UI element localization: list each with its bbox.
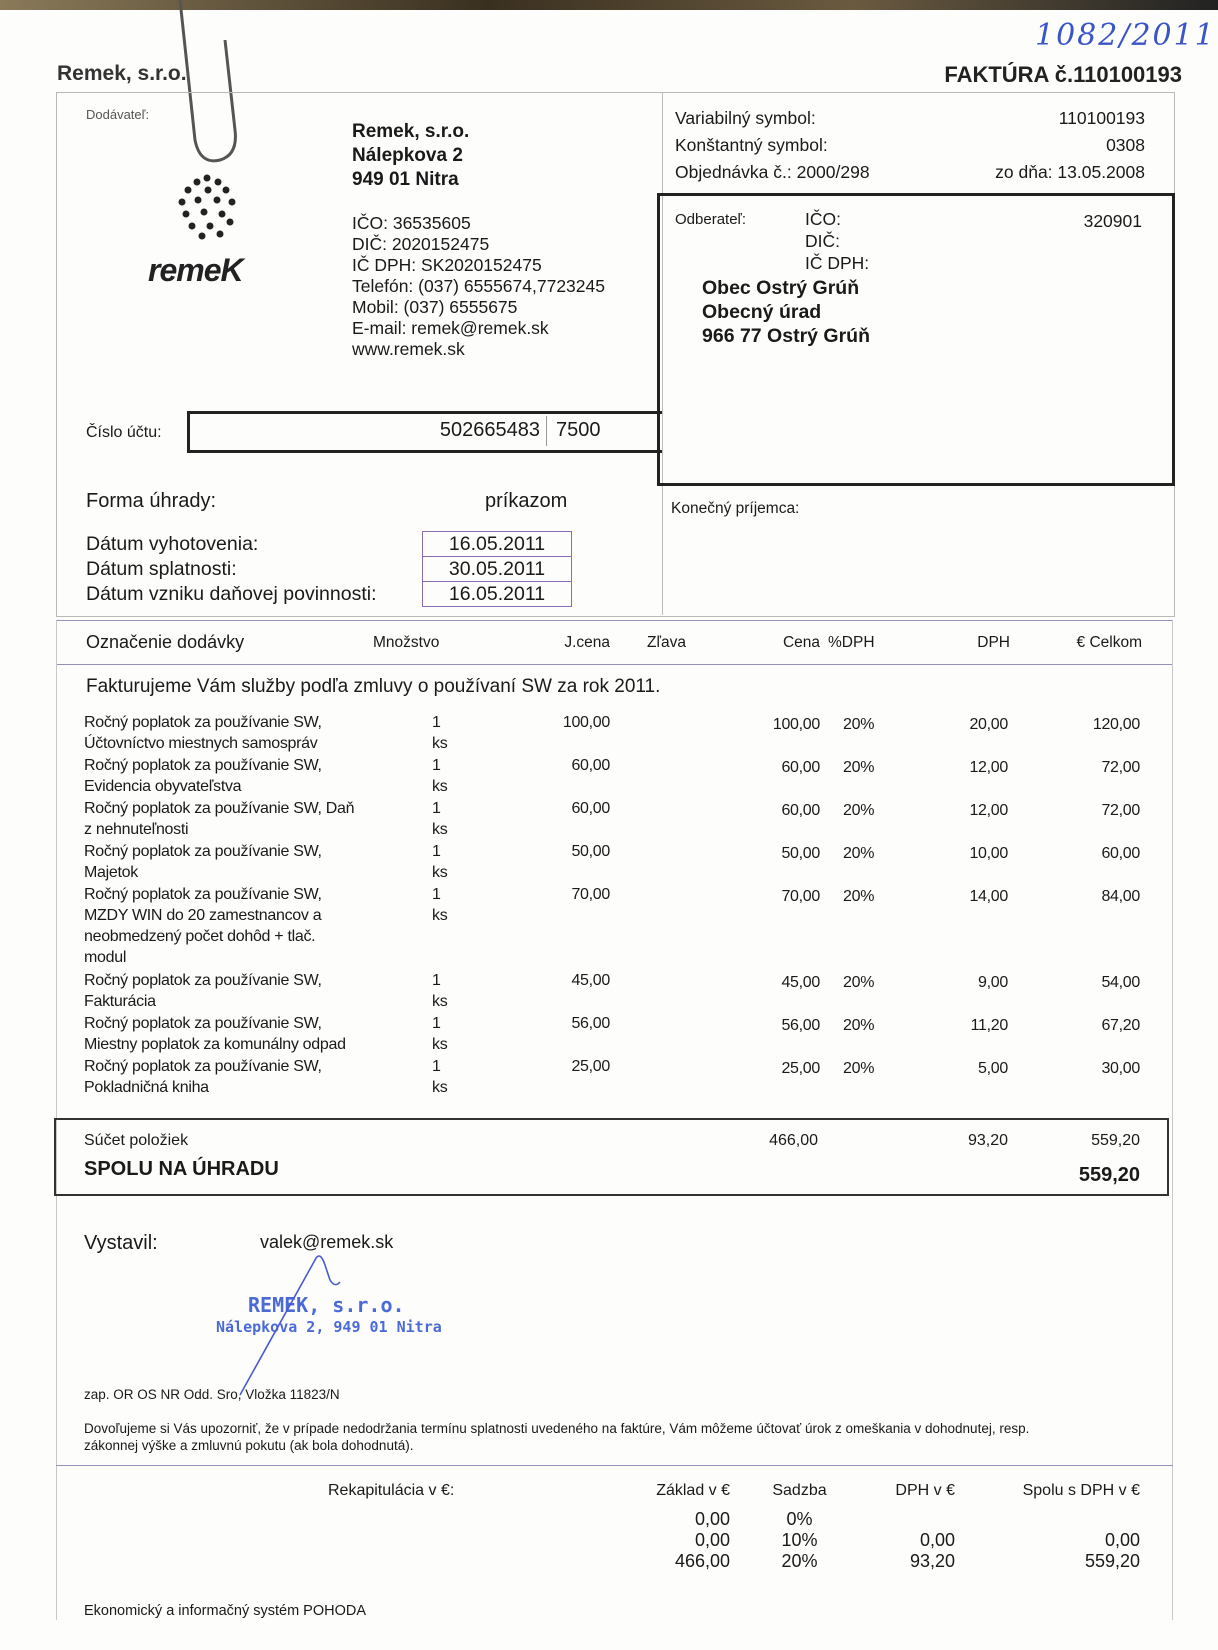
remek-logo-icon bbox=[162, 170, 252, 250]
item-vat: 5,00 bbox=[978, 1060, 1008, 1077]
stamp-company: REMEK, s.r.o. bbox=[248, 1293, 405, 1317]
item-description-line: Ročný poplatok za používanie SW, bbox=[84, 886, 322, 903]
item-description-line: Ročný poplatok za používanie SW, bbox=[84, 1015, 322, 1032]
item-total: 120,00 bbox=[1092, 716, 1140, 733]
item-description bbox=[84, 1056, 364, 1098]
invoice-title: FAKTÚRA č.110100193 bbox=[944, 62, 1182, 87]
pay-total-label: SPOLU NA ÚHRADU bbox=[84, 1158, 279, 1180]
item-vat-rate: 20% bbox=[843, 759, 875, 776]
recap-total: 0,00 bbox=[1104, 1530, 1140, 1550]
right-border bbox=[1172, 620, 1173, 1620]
footer-system: Ekonomický a informačný systém POHODA bbox=[84, 1603, 367, 1619]
item-unit-price: 25,00 bbox=[571, 1058, 610, 1075]
issue-date-label: Dátum vyhotovenia: bbox=[86, 533, 259, 555]
item-price: 25,00 bbox=[781, 1060, 820, 1077]
item-description bbox=[84, 841, 364, 883]
variable-symbol-value: 110100193 bbox=[1058, 108, 1145, 128]
item-unit-price: 70,00 bbox=[571, 886, 610, 903]
order-number: Objednávka č.: 2000/298 bbox=[675, 162, 870, 182]
recap-base: 466,00 bbox=[674, 1551, 730, 1571]
item-unit-price: 45,00 bbox=[571, 972, 610, 989]
item-description-line: Miestny poplatok za komunálny odpad bbox=[84, 1036, 346, 1053]
recap-label: Rekapitulácia v €: bbox=[328, 1482, 455, 1499]
issuer-email: valek@remek.sk bbox=[260, 1232, 394, 1252]
sum-label: Súčet položiek bbox=[84, 1132, 189, 1149]
account-number: 502665483 bbox=[439, 419, 540, 441]
recap-base-header: Základ v € bbox=[656, 1482, 730, 1499]
item-vat-rate: 20% bbox=[843, 1060, 875, 1077]
item-vat: 12,00 bbox=[969, 802, 1008, 819]
item-vat-rate: 20% bbox=[843, 1017, 875, 1034]
customer-ico-value: 320901 bbox=[1083, 211, 1142, 231]
recap-total: 559,20 bbox=[1084, 1551, 1140, 1571]
dates-box bbox=[422, 531, 572, 607]
item-description-line: Majetok bbox=[84, 864, 138, 881]
item-vat: 20,00 bbox=[969, 716, 1008, 733]
customer-name: Obec Ostrý Grúň bbox=[702, 277, 860, 299]
item-total: 54,00 bbox=[1101, 974, 1140, 991]
dates-labels bbox=[86, 532, 377, 607]
notice-line-1: Dovoľujeme si Vás upozorniť, že v prípade nedodržania termínu splatnosti uvedeného na faktúre, Vám môžeme účtovať úrok z omeškania v dohodnutej, resp. bbox=[84, 1421, 1030, 1436]
item-qty: 1 ks bbox=[432, 1015, 448, 1053]
recap-total-header: Spolu s DPH v € bbox=[1022, 1482, 1140, 1499]
supplier-name: Remek, s.r.o. bbox=[352, 121, 470, 142]
issue-date-value: 16.05.2011 bbox=[423, 532, 571, 557]
sum-total: 559,20 bbox=[1091, 1132, 1140, 1149]
item-description-line: Ročný poplatok za používanie SW, bbox=[84, 1058, 322, 1075]
customer-address bbox=[702, 276, 870, 348]
col-unit-header: J.cena bbox=[564, 634, 610, 651]
item-price: 60,00 bbox=[781, 802, 820, 819]
tax-date-value: 16.05.2011 bbox=[448, 583, 546, 605]
item-description-line: MZDY WIN do 20 zamestnancov a bbox=[84, 907, 322, 924]
recap-top-line bbox=[56, 1465, 1173, 1466]
col-discount-header: Zľava bbox=[647, 634, 686, 651]
item-total: 60,00 bbox=[1101, 845, 1140, 862]
item-description bbox=[84, 1013, 364, 1055]
payment-method-label: Forma úhrady: bbox=[86, 490, 217, 512]
col-rate-header: %DPH bbox=[828, 634, 875, 651]
item-vat-rate: 20% bbox=[843, 716, 875, 733]
registration-note: zap. OR OS NR Odd. Sro, Vložka 11823/N bbox=[84, 1387, 340, 1402]
stamp-address: Nálepkova 2, 949 01 Nitra bbox=[216, 1318, 442, 1336]
item-unit-price: 100,00 bbox=[562, 714, 610, 731]
customer-office: Obecný úrad bbox=[702, 301, 822, 323]
item-unit-price: 50,00 bbox=[571, 843, 610, 860]
item-vat: 11,20 bbox=[970, 1017, 1008, 1034]
item-vat: 10,00 bbox=[969, 845, 1008, 862]
supplier-city: 949 01 Nitra bbox=[352, 169, 459, 190]
customer-city: 966 77 Ostrý Grúň bbox=[702, 325, 870, 347]
supplier-phone: Telefón: (037) 6555674,7723245 bbox=[352, 276, 605, 296]
item-qty: 1 ks bbox=[432, 800, 448, 838]
item-qty: 1 ks bbox=[432, 972, 448, 1010]
item-unit-price: 60,00 bbox=[571, 800, 610, 817]
supplier-web: www.remek.sk bbox=[352, 339, 465, 359]
item-qty: 1 ks bbox=[432, 757, 448, 795]
sum-vat: 93,20 bbox=[967, 1132, 1008, 1149]
account-label: Číslo účtu: bbox=[86, 424, 162, 441]
table-intro: Fakturujeme Vám služby podľa zmluvy o používaní SW za rok 2011. bbox=[86, 676, 661, 697]
item-description bbox=[84, 755, 364, 797]
customer-label: Odberateľ: bbox=[675, 211, 747, 228]
recap-rate: 0% bbox=[786, 1509, 813, 1529]
item-price: 50,00 bbox=[781, 845, 820, 862]
customer-dic-label: DIČ: bbox=[805, 231, 840, 251]
supplier-street: Nálepkova 2 bbox=[352, 145, 463, 166]
item-vat-rate: 20% bbox=[843, 802, 875, 819]
item-total: 30,00 bbox=[1101, 1060, 1140, 1077]
customer-ico-label: IČO: bbox=[805, 209, 841, 229]
item-description-line: Evidencia obyvateľstva bbox=[84, 778, 242, 795]
item-description bbox=[84, 884, 364, 968]
supplier-name-block bbox=[352, 120, 469, 192]
supplier-icdph: IČ DPH: SK2020152475 bbox=[352, 255, 542, 275]
item-description-line: Ročný poplatok za používanie SW, bbox=[84, 843, 322, 860]
item-price: 56,00 bbox=[781, 1017, 820, 1034]
item-description-line: Ročný poplatok za používanie SW, bbox=[84, 757, 322, 774]
tax-date-label: Dátum vzniku daňovej povinnosti: bbox=[86, 583, 377, 605]
variable-symbol-label: Variabilný symbol: bbox=[675, 108, 816, 128]
item-unit-price: 60,00 bbox=[571, 757, 610, 774]
item-total: 72,00 bbox=[1101, 759, 1140, 776]
item-description-line: Ročný poplatok za používanie SW, Daň bbox=[84, 800, 355, 817]
col-item-header: Označenie dodávky bbox=[86, 632, 245, 652]
item-unit-price: 56,00 bbox=[571, 1015, 610, 1032]
item-vat: 14,00 bbox=[969, 888, 1008, 905]
logo-wordmark: remeK bbox=[148, 252, 243, 288]
item-description-line: Účtovníctvo miestnych samospráv bbox=[84, 735, 318, 752]
constant-symbol-value: 0308 bbox=[1106, 135, 1145, 155]
item-description-line: modul bbox=[84, 949, 127, 966]
item-price: 70,00 bbox=[781, 888, 820, 905]
recap-vat: 93,20 bbox=[909, 1551, 955, 1571]
handwritten-reference: 1082/2011 bbox=[1035, 18, 1216, 53]
due-date-label: Dátum splatnosti: bbox=[86, 558, 237, 580]
item-price: 60,00 bbox=[781, 759, 820, 776]
item-vat: 12,00 bbox=[969, 759, 1008, 776]
item-vat-rate: 20% bbox=[843, 888, 875, 905]
customer-ids bbox=[805, 208, 869, 274]
table-header-line bbox=[56, 664, 1173, 665]
payment-notice bbox=[84, 1420, 1154, 1454]
recap-rate: 20% bbox=[781, 1551, 818, 1571]
notice-line-2: zákonnej výške a zmluvnú pokutu (ak bola dohodnutá). bbox=[84, 1438, 414, 1453]
supplier-details bbox=[352, 213, 605, 360]
order-date: zo dňa: 13.05.2008 bbox=[995, 162, 1145, 182]
due-date-value: 30.05.2011 bbox=[423, 557, 571, 582]
final-recipient-label: Konečný príjemca: bbox=[671, 500, 800, 517]
payment-method-value: príkazom bbox=[485, 490, 568, 512]
col-price-header: Cena bbox=[782, 634, 820, 651]
table-top-line bbox=[56, 620, 1173, 621]
item-vat-rate: 20% bbox=[843, 845, 875, 862]
constant-symbol-label: Konštantný symbol: bbox=[675, 135, 828, 155]
col-total-header: € Celkom bbox=[1076, 634, 1142, 651]
symbols-block bbox=[675, 105, 1145, 186]
recap-rate-header: Sadzba bbox=[772, 1482, 827, 1499]
item-description-line: z nehnuteľnosti bbox=[84, 821, 189, 838]
item-total: 72,00 bbox=[1101, 802, 1140, 819]
bank-code: 7500 bbox=[556, 419, 601, 441]
item-total: 67,20 bbox=[1101, 1017, 1140, 1034]
item-price: 100,00 bbox=[772, 716, 820, 733]
item-qty: 1 ks bbox=[432, 1058, 448, 1096]
recap-base: 0,00 bbox=[694, 1530, 730, 1550]
item-vat-rate: 20% bbox=[843, 974, 875, 991]
item-description-line: Ročný poplatok za používanie SW, bbox=[84, 972, 322, 989]
recap-vat: 0,00 bbox=[919, 1530, 955, 1550]
col-vat-header: DPH bbox=[977, 634, 1010, 651]
supplier-mobile: Mobil: (037) 6555675 bbox=[352, 297, 518, 317]
item-qty: 1 ks bbox=[432, 886, 448, 924]
sum-price: 466,00 bbox=[769, 1132, 818, 1149]
item-description bbox=[84, 798, 364, 840]
supplier-ico: IČO: 36535605 bbox=[352, 213, 471, 233]
item-qty: 1 ks bbox=[432, 714, 448, 752]
recap-rate: 10% bbox=[781, 1530, 818, 1550]
recap-base: 0,00 bbox=[694, 1509, 730, 1529]
header-company: Remek, s.r.o. bbox=[57, 62, 187, 85]
customer-icdph-label: IČ DPH: bbox=[805, 253, 870, 273]
supplier-label: Dodávateľ: bbox=[86, 107, 150, 122]
item-description bbox=[84, 970, 364, 1012]
supplier-dic: DIČ: 2020152475 bbox=[352, 234, 490, 254]
item-description-line: Pokladničná kniha bbox=[84, 1079, 209, 1096]
supplier-email: E-mail: remek@remek.sk bbox=[352, 318, 549, 338]
item-description-line: Fakturácia bbox=[84, 993, 156, 1010]
item-qty: 1 ks bbox=[432, 843, 448, 881]
recap-vat-header: DPH v € bbox=[895, 1482, 955, 1499]
account-separator bbox=[546, 416, 547, 446]
item-vat: 9,00 bbox=[978, 974, 1008, 991]
item-description-line: Ročný poplatok za používanie SW, bbox=[84, 714, 322, 731]
pay-total-value: 559,20 bbox=[1078, 1164, 1140, 1186]
issuer-label: Vystavil: bbox=[84, 1232, 158, 1254]
col-qty-header: Množstvo bbox=[373, 634, 440, 651]
item-description bbox=[84, 712, 364, 754]
item-price: 45,00 bbox=[781, 974, 820, 991]
signature-icon bbox=[230, 1240, 350, 1400]
item-total: 84,00 bbox=[1101, 888, 1140, 905]
item-description-line: neobmedzený počet dohôd + tlač. bbox=[84, 928, 316, 945]
